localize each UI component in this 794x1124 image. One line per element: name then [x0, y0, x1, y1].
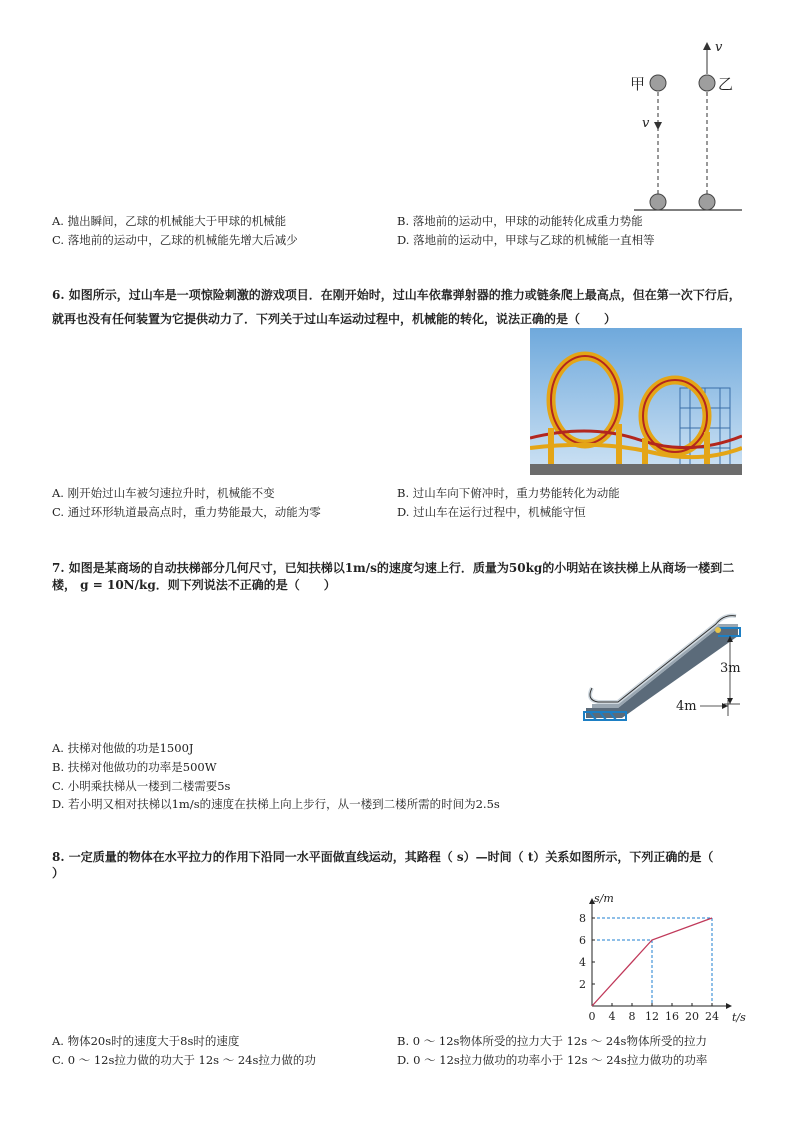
width-label: 4m	[676, 699, 697, 714]
y-tick-label: 2	[579, 978, 586, 991]
q6-option-b[interactable]: B. 过山车向下俯冲时，重力势能转化为动能	[397, 486, 620, 500]
x-tick-label: 0	[588, 1010, 596, 1023]
arrow-up-icon	[703, 42, 711, 50]
q8-option-c[interactable]: C. 0 ～ 12s拉力做的功大于 12s ～ 24s拉力做的功	[52, 1053, 316, 1067]
y-tick-label: 8	[579, 912, 586, 925]
label-jia: 甲	[630, 75, 646, 93]
q7-option-c[interactable]: C. 小明乘扶梯从一楼到二楼需要5s	[52, 779, 231, 793]
q7-option-d[interactable]: D. 若小明又相对扶梯以1m/s的速度在扶梯上向上步行，从一楼到二楼所需的时间为2.5s	[52, 797, 500, 811]
x-tick-label: 4	[608, 1010, 616, 1023]
q6-option-c[interactable]: C. 通过环形轨道最高点时，重力势能最大，动能为零	[52, 505, 321, 519]
y-tick-label: 6	[579, 934, 586, 947]
q8-option-b[interactable]: B. 0 ～ 12s物体所受的拉力大于 12s ～ 24s物体所受的拉力	[397, 1034, 707, 1048]
q7-option-a[interactable]: A. 扶梯对他做的功是1500J	[52, 741, 194, 755]
q6-stem: 6. 如图所示，过山车是一项惊险刺激的游戏项目．在刚开始时，过山车依靠弹射器的推力或链条爬上最高点，但在第一次下行后，就再也没有任何装置为它提供动力了．下列关于过山车运动过程中，机械能的转化，说法正确的是（ ）	[52, 288, 741, 326]
x-axis-label: t/s	[732, 1011, 746, 1024]
x-tick-label: 8	[628, 1010, 636, 1023]
escalator-figure	[578, 608, 748, 724]
x-tick-label: 12	[645, 1010, 659, 1023]
q5-option-d[interactable]: D. 落地前的运动中，甲球与乙球的机械能一直相等	[397, 233, 655, 247]
x-axis-arrow-icon	[726, 1003, 732, 1009]
x-tick-label: 24	[705, 1010, 719, 1023]
label-v-down: v	[642, 116, 650, 131]
y-axis-label: s/m	[594, 892, 614, 905]
q6-option-d[interactable]: D. 过山车在运行过程中，机械能守恒	[397, 505, 586, 519]
label-v-up: v	[715, 40, 723, 55]
q7-option-b[interactable]: B. 扶梯对他做功的功率是500W	[52, 760, 217, 774]
q5-balls-figure	[600, 34, 750, 216]
x-tick-label: 16	[665, 1010, 679, 1023]
y-tick-label: 4	[579, 956, 586, 969]
q6-option-a[interactable]: A. 刚开始过山车被匀速拉升时，机械能不变	[52, 486, 275, 500]
s-t-graph	[570, 888, 748, 1030]
q8-option-a[interactable]: A. 物体20s时的速度大于8s时的速度	[52, 1034, 240, 1048]
ball-yi-bottom	[699, 194, 715, 210]
ball-jia-top	[650, 75, 666, 91]
arrow-down-icon	[654, 122, 662, 130]
q7-stem-line2: 楼， g = 10N/kg．则下列说法不正确的是（ ）	[52, 578, 336, 592]
x-tick-label: 20	[685, 1010, 699, 1023]
ball-jia-bottom	[650, 194, 666, 210]
label-yi: 乙	[718, 75, 734, 93]
q5-option-a[interactable]: A. 抛出瞬间，乙球的机械能大于甲球的机械能	[52, 214, 287, 228]
height-label: 3m	[720, 661, 741, 676]
q8-stem-line2: ）	[52, 866, 65, 880]
q5-option-c[interactable]: C. 落地前的运动中，乙球的机械能先增大后减少	[52, 233, 298, 247]
q7-stem-line1: 7. 如图是某商场的自动扶梯部分几何尺寸，已知扶梯以1m/s的速度匀速上行．质量为50kg的小明站在该扶梯上从商场一楼到二	[52, 561, 735, 575]
q5-option-b[interactable]: B. 落地前的运动中，甲球的动能转化成重力势能	[397, 214, 643, 228]
rollercoaster-photo	[530, 328, 742, 475]
ball-yi-top	[699, 75, 715, 91]
q8-option-d[interactable]: D. 0 ～ 12s拉力做功的功率小于 12s ～ 24s拉力做功的功率	[397, 1053, 708, 1067]
q8-stem-line1: 8. 一定质量的物体在水平拉力的作用下沿同一水平面做直线运动，其路程（ s）—时间（ t）关系如图所示，下列正确的是（	[52, 850, 714, 864]
